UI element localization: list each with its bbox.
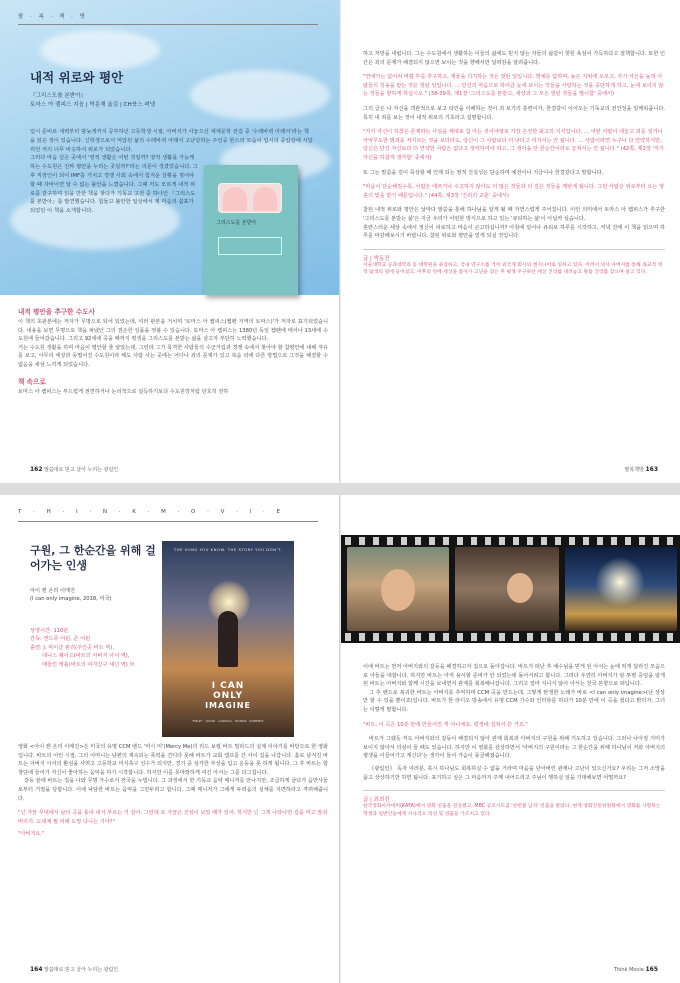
director: 감독: 앤드류 어윈, 존 어윈 bbox=[30, 636, 91, 643]
movie-still-boy bbox=[347, 547, 449, 631]
body-paragraph: 거는 수도원 생활을 하며 마음이 평안할 줄 알았는데, 그런데 그가 목격한 사람들의 수군거림과 경쟁 속에서 찾아야 할 참평안에 대해 자유를 보고, 아무리 세상과 동떨어진 수도원이라 해도 사람 사는 곳에는 어디나 죄의 문제가 있고 복음 외에 다른 방법으로 그것을 해결할 수 없음을 새삼 느끼게 되었습니다. bbox=[18, 344, 328, 368]
movie-still-stage bbox=[565, 547, 677, 631]
author-bio: 한국영화아카데미(KAFA)에서 영화 연출을 전공했고, MBC 공모시트콤 '한번쯤 남자' 연출을 맡았다. 현재 영화진흥위원회에서 영화를 사랑하는 학생과 일반인들에게 시나리오 작성 및 연출을 가르치고 있다. bbox=[363, 804, 661, 817]
section-tag: T · H · I · N · K · M · O · V · I · E bbox=[18, 509, 285, 515]
page-footer bbox=[625, 466, 658, 473]
book-cover-title: 그리스도를 본받아 bbox=[216, 220, 257, 226]
subhead-monk: 내적 평안을 추구한 수도사 bbox=[18, 308, 95, 316]
article-title: 내적 위로와 평안 bbox=[30, 70, 124, 85]
book-quote: "자기 자신이 하찮은 존재라는 사실을 제대로 참 아는 것이야말로 가장 온전한 최고의 지식입니다. … 어떤 사람이 대놓고 죄를 짓거나 극악무도한 범죄를 저지르는 것을 보더라도, 당신이 그 사람보다 더 낫다고 여겨서는 안 됩니다. … 사람이라면 누구나 다 연약하지만, 당신은 당신 자신보다 더 연약한 사람은 없다고 생각하여야 하고, 그 생각을 단 한순간이라도 놓쳐서는 안 됩니다." (42쪽, 제2장 '자기 자신을 하찮게 생각함' 중에서) bbox=[363, 129, 664, 161]
cover-frame bbox=[218, 237, 282, 255]
author-bio: 서울대학교 공과대학과 동 대학원을 졸업하고, 국내 연구소를 거쳐 외국계 회사의 엔지니어로 일하고 있다. 어려서 의사 아버지를 통해 종교적 영적 탐색의 길에 들어섰고, 이후의 뒤에 세상을 좋아가 고난을 겪은 후 평생 주구하던 세상 진리를 내려놓고 말씀 진리를 찾으며 살고 있다. bbox=[363, 262, 663, 276]
body-paragraph: 《광림인》 독자 여러분, 혹시 하나님도 회복하실 수 없을 거라며 마음을 닫아버린 관계나 고난이 있으신가요? 우리는 그저 소망을 품고 상상하기만 하면 됩니다. 포기하고 싶은 그 마음까지 주께 내어드리고 주님이 행하실 일을 기대해보면 어떨까요? bbox=[363, 765, 665, 781]
cast-line: 출연: J. 마이클 핀리(주인공 바트 역), bbox=[30, 644, 115, 651]
poster-title bbox=[162, 681, 294, 710]
silhouette bbox=[218, 611, 238, 667]
body-paragraph: 이에 바트는 먼저 아버지와의 갈등을 해결하고자 집으로 돌아갑니다. 바트가 떠난 후 예수님을 믿게 된 아서는 눈에 띄게 달라진 모습으로 아들을 대합니다. 하지만 바트는 아직 용서할 준비가 안 되었는데 돌아서려고 합니다. 그러다 우연히 아버지가 암 투병 중임을 알게 된 바트는 아버지와 함께 시간을 보내면서 관계를 회복해나갑니다. 그리고 얼마 지나지 않아 아서는 천국 본향으로 떠납니다. bbox=[363, 664, 665, 688]
sprocket-holes bbox=[341, 633, 680, 641]
poster-title-line: IMAGINE bbox=[205, 701, 251, 710]
article-body-continued bbox=[363, 50, 665, 277]
footer-text: Think Movie bbox=[613, 967, 644, 973]
page-162 bbox=[0, 0, 339, 483]
page-footer bbox=[614, 966, 658, 973]
poster-title-line: ONLY bbox=[212, 691, 244, 701]
poster-credits: FINLEY · QUAID · CARROLL · NORRIS · ROBERTS bbox=[192, 719, 264, 723]
footer-text: 말씀대로 믿고 살아 누리는 광림인 bbox=[44, 467, 119, 473]
book-quote: "연애가는 없어져 버릴 부를 추구하고, 재물을 의지하는 것은 헛된 일입니다. 명예를 탐하며, 높은 지위에 오르고, 자기 자신을 높혀 사람들의 칭송을 받는 것은 헛된 일입니다. … 당신의 마음으로 하여금 눈에 보이는 것들을 사랑하는 것을 중단하게 하고, 눈에 보이지 않는 것들을 향하게 하십시오." (38-39쪽, 제1장 '그리스도를 본받고, 세상과 그 모든 헛된 것들을 멸시함' 중에서) bbox=[363, 74, 664, 98]
page-footer bbox=[30, 966, 118, 973]
film-quote: "넌 가끔 무대에서 남의 곡을 흉내 내서 부르는 거 같아. 그런데 또 가끔은 진심이 보일 때가 있어. 하지만 넌 그게 나타나면 겁을 먹고 잠궈버리지. 도대체 뭘 피해 도망 다니는 거야?" bbox=[18, 810, 328, 825]
page-number: 165 bbox=[645, 966, 658, 973]
subhead-into-book: 책 속으로 bbox=[18, 377, 46, 386]
author-credit-label: 글 | 박동진 bbox=[363, 255, 390, 262]
film-strip-stills bbox=[341, 535, 680, 643]
divider bbox=[18, 24, 318, 25]
article-body bbox=[18, 743, 328, 839]
body-paragraph: 토마스 아 켐피스는 부드럽게 권면하거나 논리적으로 설득하기보다 수도원장처럼 단호히 전하 bbox=[18, 388, 229, 395]
body-paragraph: 영화 <아이 캔 온리 이매진>은 미국의 유명 CCM 밴드 '머시 미'(Mercy Me)의 리드 보컬 바트 밀라드의 실제 이야기를 바탕으로 한 영화입니다. 바트의 어린 시절, 그의 어머니는 남편의 계속되는 폭력을 견디다 못해 바트가 교회 캠프를 간 사이 집을 나갑니다. 홀로 남겨진 바트는 아버지 아서의 환심을 사려고 고등학교 미식축구 선수가 되지만, 경기 중 심각한 부상을 입고 운동을 못 하게 됩니다. 그 후 바트는 합창단에 들어가 자신이 좋아하는 음악을 하기 시작합니다. 하지만 이를 못마땅하게 여긴 아서는 그를 다그칩니다. bbox=[18, 744, 328, 776]
poster-title-line: I CAN bbox=[211, 681, 245, 691]
poster-tagline: THE SONG YOU KNOW. THE STORY YOU DON'T. bbox=[173, 547, 283, 552]
book-info bbox=[30, 92, 155, 110]
intro-paragraph-2: 그러다 마음 깊은 곳에서 '영적 생활은 어떤 것일까? 영적 생활을 가능케 하는 수도원은 진짜 평안을 누리는 곳일까?'라는 의문이 생겼었습니다. 그 후 직장인이 되어 IMF를 거치고 경쟁 사회 속에서 힘겨운 상황을 겪어야 할 때 자바이면 알 수 없는 불안을 느꼈습니다. 그때 저도 모르게 내적 위로를 갈구하며 읽을 만한 책을 찾다가 기독교 고전 중 하나인 『그리스도를 본받아』를 발견했습니다. 힘들고 불안한 일상에서 제 마음의 쉼표가 되었던 이 책을 소개합니다. bbox=[30, 155, 198, 215]
runtime: 상영시간: 110분 bbox=[30, 628, 69, 634]
footer-text: 팔복책방 bbox=[624, 467, 644, 473]
body-paragraph: 하고 처방을 내립니다. 그는 수도원에서 생활하는 이들의 삶에도 믿지 않는 자들의 삶같이 헛된 욕심이 가득하다고 질책합니다. 또한 인간은 죄의 문제가 해결되지 않으면 보이는 것을 향해서만 달려감을 알려줍니다. bbox=[363, 51, 665, 66]
film-quote: "바트, 이 곡은 10분 만에 만들어진 게 아니에요. 평생에 걸쳐서 쓴 거죠." bbox=[363, 721, 528, 728]
body-paragraph: 또 그는 말씀을 깊이 묵상할 때 언제 되는 영적 진실성은 단순하며 예전이나 지금이나 한결같다고 말합니다. bbox=[363, 169, 604, 176]
page-number: 163 bbox=[645, 466, 658, 473]
divider bbox=[18, 521, 318, 522]
body-paragraph: 참된 내적 위로와 평안은 날마다 말씀을 통해 하나님을 알게 될 때 자연스럽게 주어집니다. 이런 의미에서 토마스 아 켐피스가 추구한 '그리스도를 본받는 삶'은 지금 우리가 어떤한 방식으로 하고 있는 '큐티하는 삶'이 아닐까 싶습니다. bbox=[363, 207, 665, 222]
intro-paragraph-1: 입시 준비로 새벽부터 밤늦게까지 공부하던 고등학생 시절, 아버지가 사놓으신 세계문학 전집 중 '수레바퀴 아래서'라는 책을 읽은 적이 있습니다. 신학생으로서 억압된 삶의 수레바퀴 아래서 고난당하는 주인공 한스의 모습이 입시의 중압감에 시달리던 저의 너무 비슷하여 위로가 되었습니다. bbox=[30, 129, 313, 153]
movie-credits bbox=[30, 627, 162, 669]
page-165 bbox=[341, 495, 680, 983]
top-spread bbox=[0, 0, 680, 483]
movie-info bbox=[30, 587, 160, 604]
page-number: 162 bbox=[30, 466, 43, 473]
bottom-spread bbox=[0, 495, 680, 983]
author-credit-label: 글 | 최희진 bbox=[363, 797, 390, 804]
book-name: 『그리스도를 본받아』 bbox=[30, 93, 87, 99]
body-paragraph: 혼란스러운 세상 속에서 정신이 피로하고 마음이 곤고하십니까? 아침에 일어나 큐티로 하루를 시작하고, 저녁 잔에 이 책을 읽으며 하루를 마감해보시기 바랍니다. 참된 위로와 평안을 얻게 되실 것입니다. bbox=[363, 224, 665, 240]
movie-title-en: (I can only imagine, 2018, 미국) bbox=[30, 596, 112, 603]
cast-line: 데니스 퀘이드(바트의 아버지 아서 역), bbox=[42, 653, 130, 660]
divider bbox=[363, 249, 665, 250]
article-title: 구원, 그 한순간을 위해 걸어가는 인생 bbox=[30, 544, 156, 572]
book-cover-image bbox=[204, 165, 298, 295]
sprocket-holes bbox=[341, 537, 680, 545]
book-author: 토마스 아 켐피스 지음 | 박문재 옮김 | CH북스 펴냄 bbox=[30, 102, 156, 108]
body-paragraph: 이 책의 초판본에는 저자가 무명으로 되어 있었는데, 여러 판본을 거치며 '토마스 아 켐피스(켐펜 지역의 토마스)'가 저자로 표기되었습니다. 내용을 보면 무명으로 책을 펴냈던 그의 겸손한 성품을 엿볼 수 있습니다. 토마스 아 켐피스는 1380년 독일 켐펜에 태어나 13세에 수도원에 들어갔습니다. 그리고 92세에 죽을 때까지 평생을 그리스도를 본받는 삶을 살고자 부단히 노력했습니다. bbox=[18, 319, 328, 343]
body-paragraph: 그 후 밴드로 복귀한 바트는 아버지를 추억하며 CCM 곡을 만드는데, 그렇게 탄생한 노래가 바로 <I can only imagine>(난 상상만 할 수 있을 뿐이죠)입니다. 바트가 한 라디오 방송에서 유명 CCM 가수와 인터뷰를 하다가 10분 만에 이 곡을 썼다고 밝히자, 그녀는 이렇게 말합니다. bbox=[363, 689, 665, 713]
body-paragraph: 바트가 그랬듯 저도 아버지와의 갈등이 해결되지 않아 관계 회복과 아버지의 구원을 위해 기도하고 있습니다. 그러나 나아질 기미가 보이지 않아서 의심이 들 때도 있습니다. 하지만 이 영화를 감상하면서 '아버지의 구원이라는 그 한순간을 위해 하나님이 저와 아버지의 평생을 이끌어가고 계신다'는 생각이 들어 가슴이 뭉클해졌습니다. bbox=[363, 736, 665, 760]
body-paragraph: 갈등 끝에 바트는 집을 나와 무명 가수로서 전국을 누빕니다. 그 과정에서 한 기독교 음악 매니저를 만나지만, 조급하게 굴다가 음반사들로부터 거절을 당합니다. 이에 낙담한 바트는 음악을 그만두려고 합니다. 그때 매니저가 그에게 두려움의 실체를 지면하라고 격려해줍니다. bbox=[18, 778, 328, 802]
article-body bbox=[18, 300, 328, 396]
page-number: 164 bbox=[30, 966, 43, 973]
window-illustration bbox=[218, 183, 282, 213]
movie-still-father bbox=[455, 547, 559, 631]
film-quote-reply: "아버지요." bbox=[18, 831, 45, 838]
page-164 bbox=[0, 495, 339, 983]
section-tag: 팔 · 복 · 책 · 방 bbox=[18, 14, 88, 20]
body-paragraph: 그의 글은 나 자신을 객관적으로 보고 타인을 이해하는 것이 죄 보기의 훈련이자, 한결같이 이어오는 기독교의 전인성을 일깨워줍니다. 특히 내 죄를 보는 것이 내적 위로의 기초라고 설명합니다. bbox=[363, 105, 665, 121]
book-quote: "마음이 단순해질수록, 사람은 애쓰거나 수고하지 않아도 더 많은 것들과 더 깊은 것들을 깨닫게 됩니다. 그런 사람은 위로부터 오는 영혼의 빛을 받기 때문입니다." (44쪽, 제3장 '진리의 교훈' 중에서) bbox=[363, 184, 664, 199]
article-body-continued bbox=[363, 663, 665, 819]
footer-text: 말씀대로 믿고 살아 누리는 광림인 bbox=[44, 967, 119, 973]
cast-line: 매들린 캐롤(바트의 여자친구 섀넌 역) 外 bbox=[42, 661, 135, 668]
divider bbox=[363, 790, 665, 791]
movie-poster-image bbox=[162, 541, 294, 737]
page-footer bbox=[30, 466, 118, 473]
movie-title-kr: 아이 캔 온리 이매진 bbox=[30, 588, 76, 594]
page-163 bbox=[341, 0, 680, 483]
